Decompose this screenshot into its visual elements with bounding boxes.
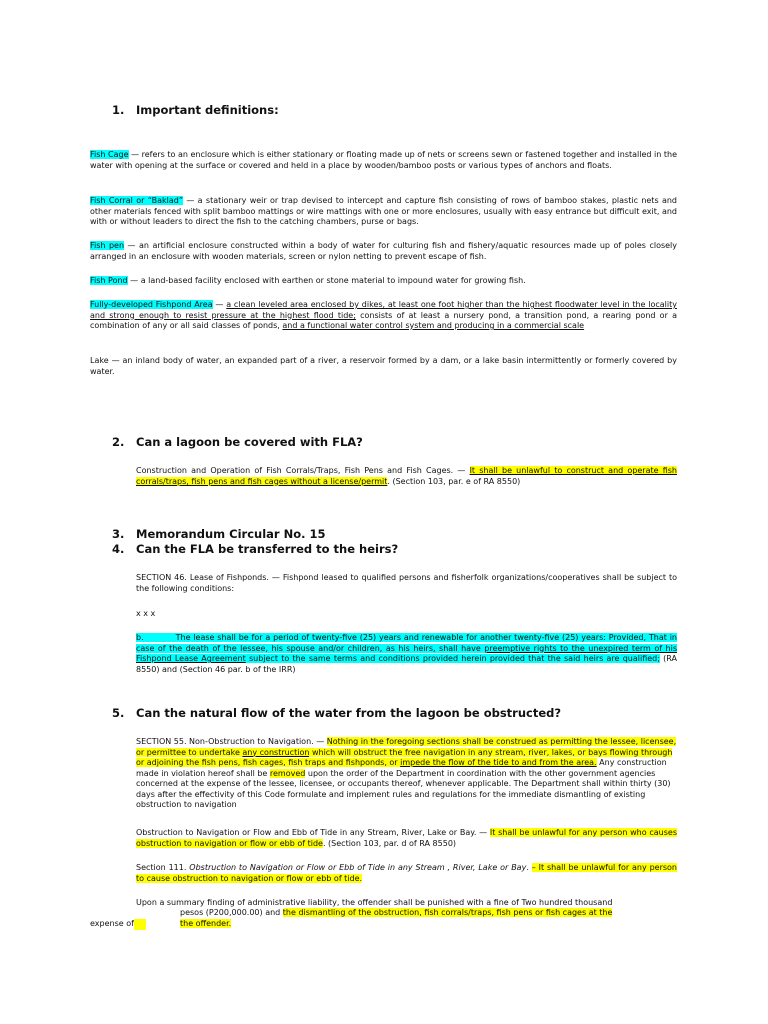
definition-fish-pen: Fish pen — an artificial enclosure constructed within a body of water for culturing fish and fishery/aquatic resources made up of poles closely arranged in an enclosure with wooden materials, screen or nylon netting to prevent escape of fish.	[90, 241, 678, 261]
omission-marker: x x x	[136, 609, 156, 618]
paragraph-fish-corrals: Construction and Operation of Fish Corrals/Traps, Fish Pens and Fish Cages. — It shall be unlawful to construct and operate fish corrals/traps, fish pens and fish cages without a license/permit. (Section 103, par. e of RA 8550)	[136, 466, 677, 486]
heading-text: Can the natural flow of the water from the lagoon be obstructed?	[136, 706, 562, 720]
summary-the-offender: the offender.	[180, 919, 232, 928]
heading-text: Memorandum Circular No. 15	[136, 527, 326, 541]
heading-text: Can the FLA be transferred to the heirs?	[136, 542, 399, 556]
definition-fish-pond: Fish Pond — a land-based facility enclosed with earthen or stone material to impound water for growing fish.	[90, 276, 526, 285]
definition-fishpond-area: Fully-developed Fishpond Area — a clean leveled area enclosed by dikes, at least one foot higher than the highest floodwater level in the locality and strong enough to resist pressure at the highest flood tide; consists of at least a nursery pond, a transition pond, a rearing pond or a combination of any or all said classes of ponds, and a functional water control system and producing in a commercial scale	[90, 300, 677, 330]
term-fish-cage: Fish Cage	[90, 150, 129, 159]
term-fish-corral: Fish Corral or “Baklad”	[90, 196, 183, 205]
paragraph-section-111: Section 111. Obstruction to Navigation or Flow or Ebb of Tide in any Stream , River, Lake or Bay. – It shall be unlawful for any person to cause obstruction to navigation or flow or ebb of tide.	[136, 863, 678, 883]
highlight-lease-term: b. The lease shall be for a period of twenty-five (25) years and renewable for another twenty-five (25) years: Provided, That in case of the death of the lessee, his spouse and/or children, as his heirs, shall have preemptive rights to the unexpired term of his Fishpond Lease Agreement subject to the same terms and conditions provided herein provided that the said heirs are qualified;	[136, 633, 677, 663]
highlight-unlawful-construct: It shall be unlawful to construct and operate fish corrals/traps, fish pens and fish cages without a license/permit	[136, 466, 677, 486]
paragraph-section-55: SECTION 55. Non-Obstruction to Navigation. — Nothing in the foregoing sections shall be construed as permitting the lessee, licensee, or permittee to undertake any construction which will obstruct the free navigation in any stream, river, lakes, or bays flowing through or adjoining the fish pens, fish cages, fish traps and fishponds, or impede the flow of the tide to and from the area. Any construction made in violation hereof shall be removed upon the order of the Department in coordination with the other government agencies concerned at the expense of the lessee, licensee, or occupants thereof, whenever applicable. The Department shall within thirty (30) days after the effectivity of this Code formulate and implement rules and regulations for the immediate dismantling of existing obstruction to navigation	[136, 737, 677, 809]
heading-memorandum-circular: 3. Memorandum Circular No. 15	[112, 527, 326, 541]
paragraph-summary-line1: Upon a summary finding of administrative liability, the offender shall be punished with a fine of Two hundred thousand	[136, 898, 613, 907]
paragraph-obstruction-navigation: Obstruction to Navigation or Flow and Ebb of Tide in any Stream, River, Lake or Bay. — It shall be unlawful for any person who causes obstruction to navigation or flow or ebb of tide. (Section 103, par. d of RA 8550)	[136, 828, 677, 848]
term-fishpond-area: Fully-developed Fishpond Area	[90, 300, 213, 309]
definition-lake: Lake — an inland body of water, an expanded part of a river, a reservoir formed by a dam, or a lake basin intermittently or formerly covered by water.	[90, 356, 677, 376]
heading-lagoon-fla: 2. Can a lagoon be covered with FLA?	[112, 435, 363, 449]
paragraph-lease-b: b. The lease shall be for a period of twenty-five (25) years and renewable for another twenty-five (25) years: Provided, That in case of the death of the lessee, his spouse and/or children, as his heirs, shall have preemptive rights to the unexpired term of his Fishpond Lease Agreement subject to the same terms and conditions provided herein provided that the said heirs are qualified; (RA 8550) and (Section 46 par. b of the IRR)	[136, 633, 677, 674]
heading-natural-flow: 5. Can the natural flow of the water from the lagoon be obstructed?	[112, 706, 562, 720]
paragraph-summary-line2: pesos (P200,000.00) and the dismantling of the obstruction, fish corrals/traps, fish pens or fish cages at the	[180, 908, 613, 917]
paragraph-section-46: SECTION 46. Lease of Fishponds. — Fishpond leased to qualified persons and fisherfolk organizations/cooperatives shall be subject to the following conditions:	[136, 573, 677, 593]
heading-important-definitions: 1. Important definitions:	[112, 103, 279, 117]
heading-fla-heirs: 4. Can the FLA be transferred to the heirs?	[112, 542, 399, 556]
summary-expense-of: expense of	[90, 919, 150, 930]
definition-fish-cage: Fish Cage — refers to an enclosure which is either stationary or floating made up of nets or screens sewn or fastened together and installed in the water with opening at the surface or covered and held in a place by wooden/bamboo posts or various types of anchors and floats.	[90, 150, 677, 170]
term-fish-pond: Fish Pond	[90, 276, 128, 285]
term-fish-pen: Fish pen	[90, 241, 125, 250]
heading-text: Important definitions:	[136, 103, 279, 117]
definition-fish-corral: Fish Corral or “Baklad” — a stationary weir or trap devised to intercept and capture fish consisting of rows of bamboo stakes, plastic nets and other materials fenced with split bamboo mattings or wire mattings with one or more enclosures, usually with easy entrance but difficult exit, and with or without leaders to direct the fish to the catching chambers, purse or bags.	[90, 196, 678, 226]
heading-text: Can a lagoon be covered with FLA?	[136, 435, 363, 449]
